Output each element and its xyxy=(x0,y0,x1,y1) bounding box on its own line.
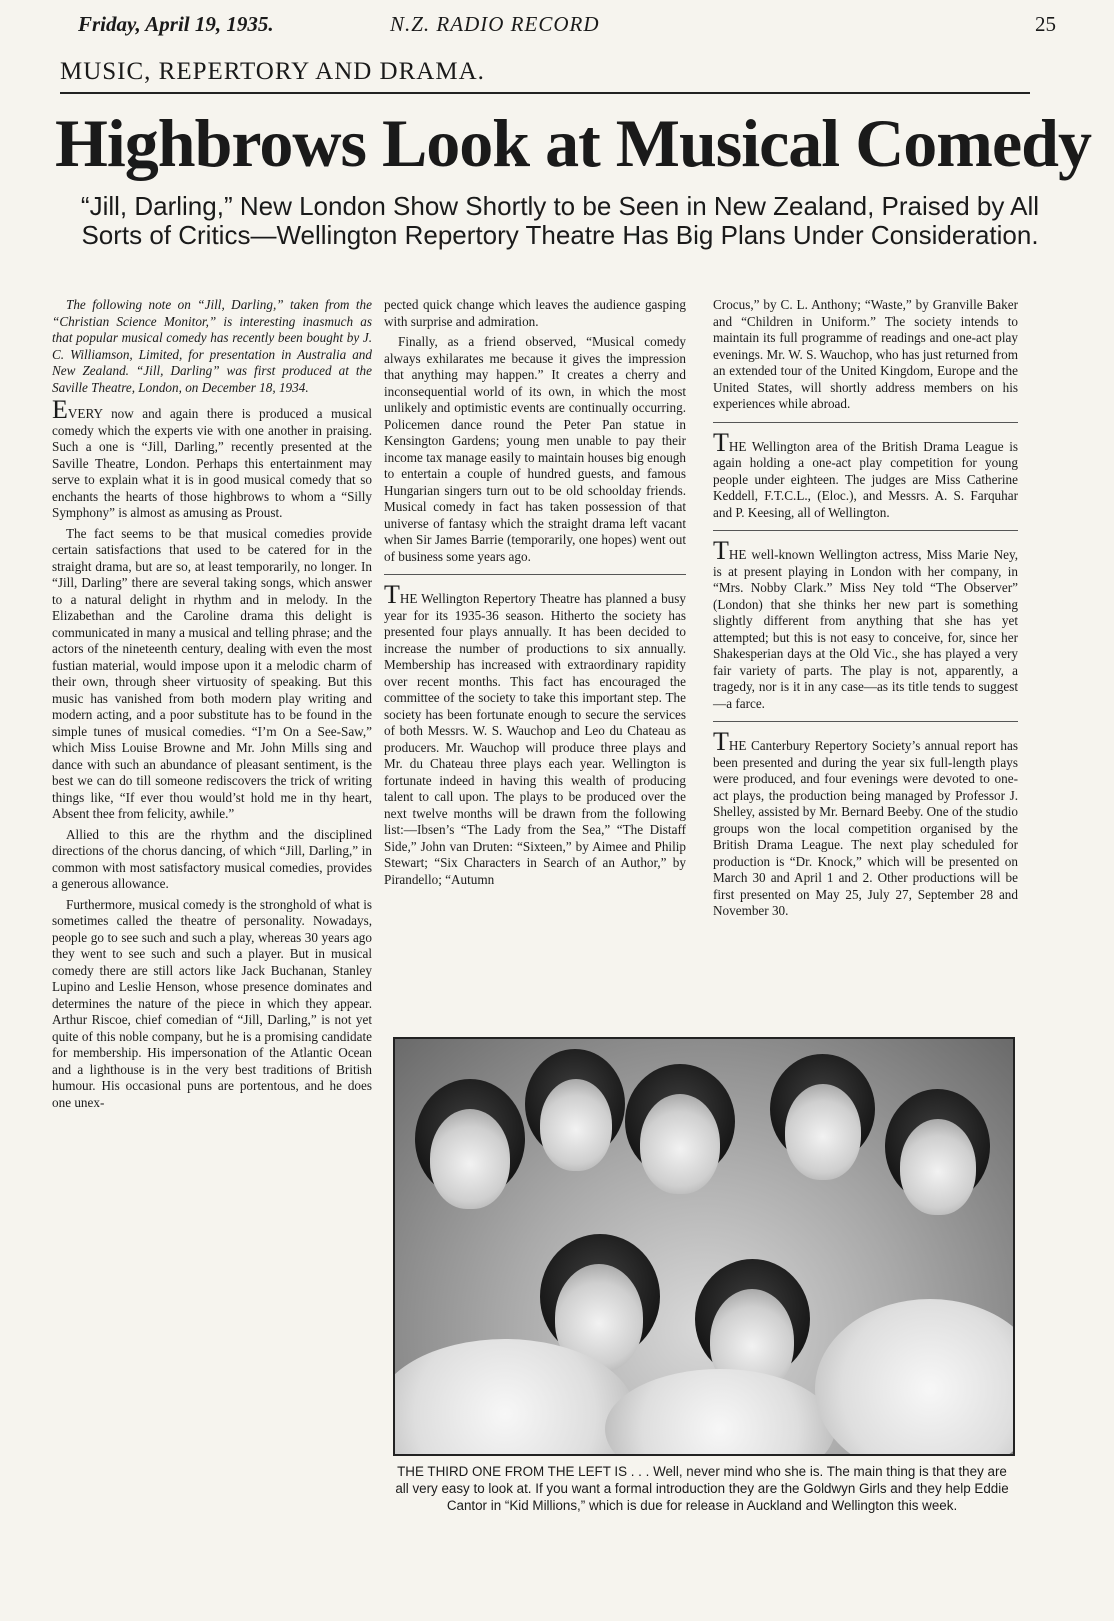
article-paragraph: Furthermore, musical comedy is the stronghold of what is sometimes called the theatre of personality. Nowadays, people go to see such and such a play, whereas 30 years ago they went to see such and such a player. But in musical comedy there are still actors like Jack Buchanan, Stanley Lupino and Leslie Henson, whose presence dominates and determines the nature of the piece in which they appear. Arthur Riscoe, chief comedian of “Jill, Darling,” is not yet quite of this noble company, but he is a promising candidate for membership. His impersonation of the Atlantic Ocean and a lighthouse is in the very best traditions of British humour. His occasional puns are portentous, and he does one unex- xyxy=(52,896,372,1110)
drop-cap: E xyxy=(52,395,68,424)
photo-figure xyxy=(640,1094,720,1194)
column-3 xyxy=(713,297,1018,924)
section-divider xyxy=(60,92,1030,94)
news-item-marie-ney: THE well-known Wellington actress, Miss Marie Ney, is at present playing in London with her company, in “Mrs. Nobby Clark.” Miss Ney told “The Observer” (London) that she thinks her new part is something slightly different from anything that she has yet attempted; but this is not easy to conceive, for, since her Shakesperian days at the Old Vic., she has played a very fair variety of parts. The play is not, apparently, a tragedy, nor is it in any case—as its title tends to suggest—a farce. xyxy=(713,536,1018,711)
issue-date: Friday, April 19, 1935. xyxy=(78,12,274,36)
article-paragraph: Allied to this are the rhythm and the disciplined directions of the chorus dancing, of which “Jill, Darling,” in common with most satisfactory musical comedies, provides a generous allowance. xyxy=(52,826,372,891)
masthead xyxy=(78,12,1056,42)
photo-figure xyxy=(785,1084,861,1180)
article-paragraph: EVERY now and again there is produced a musical comedy which the experts vie with one another in praising. Such a one is “Jill, Darling,” recently presented at the Saville Theatre, London. Perhaps this entertainment may serve to explain what it is in good musical comedy that so enchants the hearts of those highbrows to whom a “Silly Symphony” is almost as amusing as Proust. xyxy=(52,395,372,520)
article-paragraph: Finally, as a friend observed, “Musical comedy always exhilarates me because it gives the impression that anything may happen.” It creates a cherry and inconsequential world of its own, in which the most unlikely and optimistic events are continually occurring. Policemen dance round the Peter Pan statue in Kensington Gardens; young men unable to pay their income tax manage easily to maintain houses big enough to entertain a couple of hundred guests, and famous Hungarian singers turn out to be old schoolday friends. Musical comedy in fact has taken possession of that universe of fantasy which the straight drama left vacant when Sir James Barrie (temporarily, one hopes) went out of business some years ago. xyxy=(384,334,686,564)
photo-figure xyxy=(430,1109,510,1209)
item-divider xyxy=(713,721,1018,722)
photo-figure xyxy=(540,1079,612,1171)
item-divider xyxy=(713,422,1018,423)
group-photo xyxy=(393,1037,1015,1456)
column-1 xyxy=(52,297,372,1115)
page-number: 25 xyxy=(1035,12,1056,36)
item-divider xyxy=(713,530,1018,531)
article-paragraph: pected quick change which leaves the audience gasping with surprise and admiration. xyxy=(384,297,686,329)
news-item-wellington-continued: Crocus,” by C. L. Anthony; “Waste,” by Granville Baker and “Children in Uniform.” The society intends to maintain its full programme of readings and one-act play evenings. Mr. W. S. Wauchop, who has just returned from an extended tour of the United Kingdom, Europe and the United States, will shortly address members on his experiences while abroad. xyxy=(713,297,1018,411)
subheadline: “Jill, Darling,” New London Show Shortly to be Seen in New Zealand, Praised by All Sorts of Critics—Wellington Repertory Theatre Has Big Plans Under Consideration. xyxy=(80,191,1040,250)
publication-name: N.Z. RADIO RECORD xyxy=(390,12,600,36)
drop-cap: T xyxy=(713,536,729,565)
drop-cap: T xyxy=(713,427,729,457)
news-item-wellington: THE Wellington Repertory Theatre has planned a busy year for its 1935-36 season. Hitherto the society has presented four plays annually. It has been decided to increase the number of productions to six annually. Membership has increased with extraordinary rapidity over recent months. This fact has encouraged the committee of the society to take this important step. The society has been fortunate enough to secure the services of both Messrs. W. S. Wauchop and Leo du Chateau as producers. Mr. Wauchop will produce three plays and Mr. du Chateau three plays each year. Wellington is fortunate indeed in having this wealth of producing talent to call upon. The plays to be produced over the next twelve months will be drawn from the following list:—Ibsen’s “The Lady from the Sea,” “The Distaff Side,” John van Druten: “Sixteen,” by Aimee and Philip Stewart; “Six Characters in Search of an Author,” by Pirandello; “Autumn xyxy=(384,580,686,887)
drop-cap: T xyxy=(384,580,400,609)
photo-ruffle xyxy=(815,1299,1015,1456)
photo-figure xyxy=(900,1119,976,1215)
news-item-canterbury: THE Canterbury Repertory Society’s annual report has been presented and during the year six full-length plays were produced, and four evenings were devoted to one-act plays, the production being managed by Professor J. Shelley, assisted by Mr. Bernard Beeby. One of the studio groups won the local competition organised by the British Drama League. The next play scheduled for production is “Dr. Knock,” which will be presented on March 30 and April 1 and 2. Other productions will be first presented on May 25, July 27, September 28 and November 30. xyxy=(713,727,1018,918)
section-heading: MUSIC, REPERTORY AND DRAMA. xyxy=(60,58,485,85)
photo-caption: THE THIRD ONE FROM THE LEFT IS . . . Well, never mind who she is. The main thing is that they are all very easy to look at. If you want a formal introduction they are the Goldwyn Girls and they help Eddie Cantor in “Kid Millions,” which is due for release in Auckland and Wellington this week. xyxy=(395,1464,1009,1513)
news-item-drama-league: THE Wellington area of the British Drama League is again holding a one-act play competition for young people under eighteen. The judges are Miss Catherine Keddell, F.T.C.L., (Eloc.), and Messrs. A. S. Farquhar and P. Keesing, all of Wellington. xyxy=(713,427,1018,520)
item-divider xyxy=(384,574,686,575)
column-2 xyxy=(384,297,686,892)
photo-ruffle xyxy=(605,1369,835,1456)
drop-cap: T xyxy=(713,727,729,756)
article-paragraph: The fact seems to be that musical comedies provide certain satisfactions that used to be catered for in the straight drama, but are so, at least temporarily, no longer. In “Jill, Darling” there are several taking songs, which answer to a natural delight in rhythm and in melody. In the Elizabethan and the Caroline drama this delight is communicated in many a musical and telling phrase; and the actors of the nineteenth century, dealing with even the most fustian material, would impose upon it a melodic charm of their own, through sheer virtuosity of speaking. But this music has vanished from both modern play writing and modern acting, and a poor substitute has to be found in the simple tunes of musical comedies. “I’m On a See-Saw,” which Miss Louise Browne and Mr. John Mills sing and dance with such an abundance of pleasant sentiment, is the best we can do till someone rediscovers the trick of writing things like, “If ever thou would’st hold me in thy heart, Absent thee from felicity, awhile.” xyxy=(52,525,372,821)
headline: Highbrows Look at Musical Comedy xyxy=(55,105,1091,181)
intro-note: The following note on “Jill, Darling,” taken from the “Christian Science Monitor,” is interesting inasmuch as that popular musical comedy has recently been bought by J. C. Williamson, Limited, for presentation in Australia and New Zealand. “Jill, Darling” was first produced at the Saville Theatre, London, on December 18, 1934. xyxy=(52,297,372,395)
